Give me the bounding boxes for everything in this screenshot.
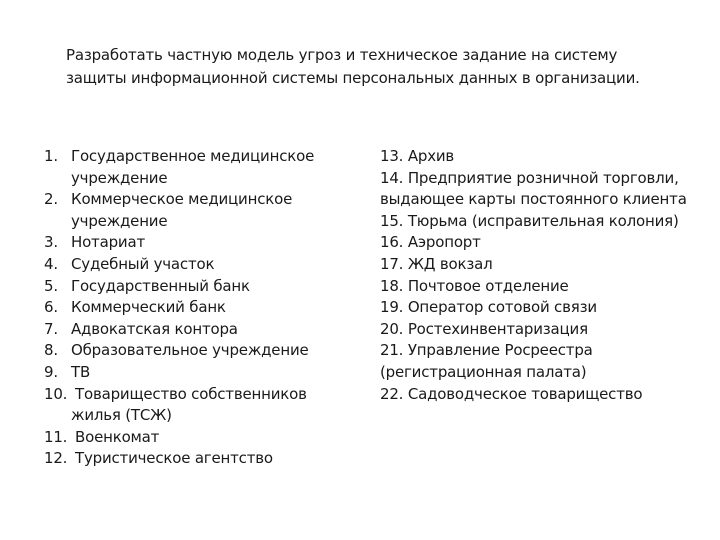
- item-number: 3.: [44, 233, 58, 252]
- list-item: [44, 276, 344, 298]
- item-text: Коммерческое медицинское: [71, 190, 293, 209]
- item-number: 6.: [44, 298, 58, 317]
- list-item: 22. Садоводческое товарищество: [380, 384, 643, 403]
- title-line-1: Разработать частную модель угроз и техническое задание на систему: [66, 46, 618, 64]
- list-item: 16. Аэропорт: [380, 233, 481, 252]
- title-line-2: защиты информационной системы персональных данных в организации.: [66, 69, 640, 87]
- list-item: [44, 254, 344, 276]
- list-item: 13. Архив: [380, 147, 455, 165]
- item-number: 5.: [44, 276, 58, 295]
- organizations-list-right: [380, 146, 720, 405]
- item-text: Туристическое агентство: [75, 449, 273, 468]
- item-text-continuation: учреждение: [71, 168, 168, 187]
- item-number: 11.: [44, 427, 68, 446]
- item-text: Государственное медицинское: [71, 147, 315, 165]
- list-item: 18. Почтовое отделение: [380, 276, 569, 295]
- list-item: 19. Оператор сотовой связи: [380, 298, 597, 317]
- item-text: Военкомат: [75, 427, 160, 446]
- item-text: Судебный участок: [71, 254, 215, 273]
- item-number: 8.: [44, 341, 58, 360]
- organizations-list-left: [44, 146, 344, 470]
- assignment-title: [66, 44, 666, 90]
- list-item: 14. Предприятие розничной торговли,: [380, 168, 679, 187]
- item-text: Коммерческий банк: [71, 298, 226, 317]
- item-number: 10.: [44, 384, 68, 403]
- item-text-continuation: учреждение: [71, 211, 168, 230]
- list-item: [44, 448, 344, 470]
- item-number: 1.: [44, 147, 58, 165]
- list-item: [44, 319, 344, 341]
- item-text: Образовательное учреждение: [71, 341, 309, 360]
- list-item: [44, 297, 344, 319]
- list-item: [44, 189, 344, 232]
- item-text: Товарищество собственников: [75, 384, 307, 403]
- list-item: 15. Тюрьма (исправительная колония): [380, 211, 679, 230]
- item-text: Нотариат: [71, 233, 145, 252]
- list-item: 20. Ростехинвентаризация: [380, 319, 588, 338]
- item-number: 7.: [44, 319, 58, 338]
- item-text: Государственный банк: [71, 276, 250, 295]
- list-item: [44, 340, 344, 362]
- list-item: [44, 427, 344, 449]
- item-number: 12.: [44, 449, 68, 468]
- item-number: 2.: [44, 190, 58, 209]
- list-item-continuation: выдающее карты постоянного клиента: [380, 190, 687, 209]
- list-item: 21. Управление Росреестра: [380, 341, 593, 360]
- item-text: Адвокатская контора: [71, 319, 238, 338]
- item-text: ТВ: [71, 362, 91, 381]
- list-item: 17. ЖД вокзал: [380, 254, 493, 273]
- list-item: [44, 146, 344, 189]
- item-text-continuation: жилья (ТСЖ): [71, 406, 172, 425]
- list-item-continuation: (регистрационная палата): [380, 362, 587, 381]
- item-number: 9.: [44, 362, 58, 381]
- list-item: [44, 362, 344, 384]
- list-item: [44, 384, 344, 427]
- list-item: [44, 232, 344, 254]
- item-number: 4.: [44, 254, 58, 273]
